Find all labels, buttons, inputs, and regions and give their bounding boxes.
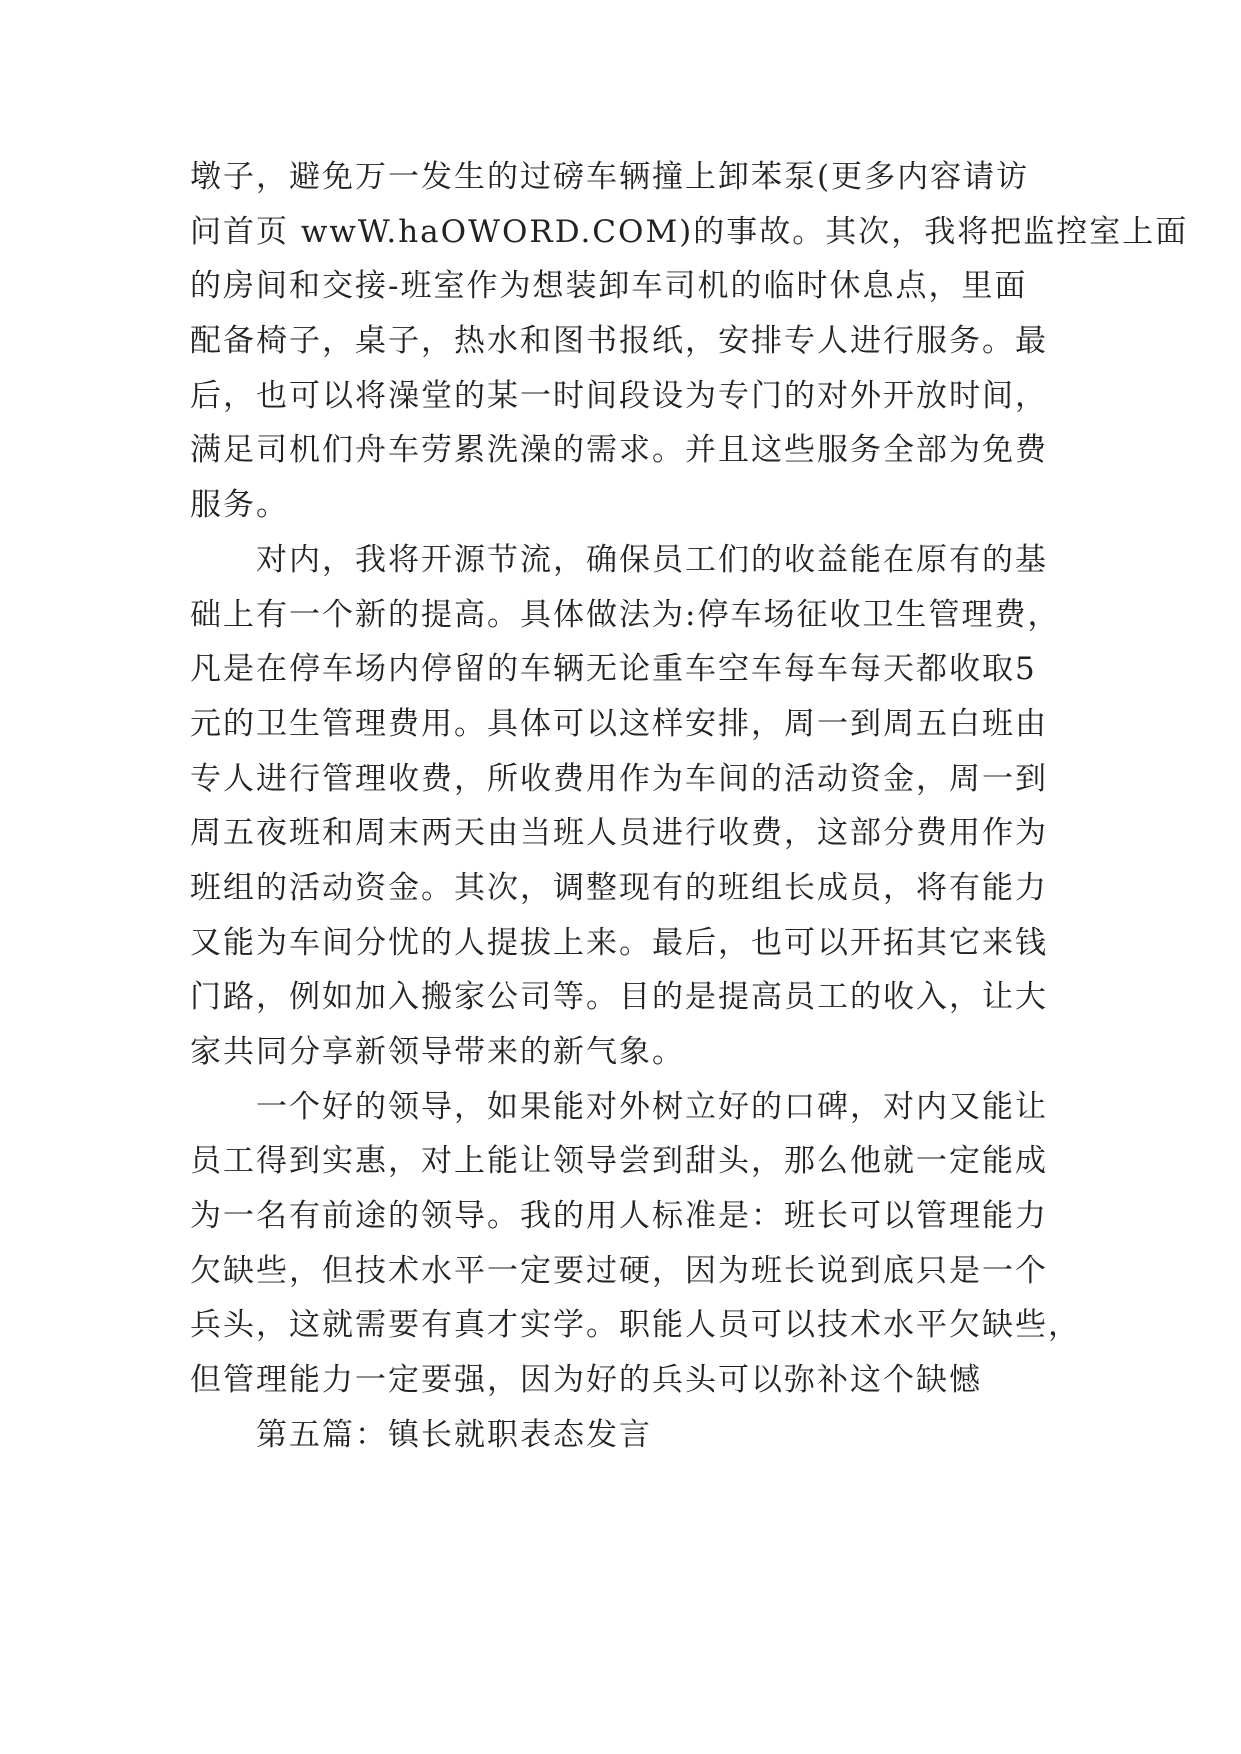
- text-line: 家共同分享新领导带来的新气象。: [190, 1034, 685, 1070]
- text-line: 员工得到实惠，对上能让领导尝到甜头，那么他就一定能成: [190, 1143, 1048, 1180]
- text-line: 欠缺些，但技术水平一定要过硬，因为班长说到底只是一个: [190, 1252, 1048, 1289]
- text-line: 对内，我将开源节流，确保员工们的收益能在原有的基: [256, 541, 1048, 578]
- paragraph-good-leader: [190, 1080, 1081, 1408]
- text-line: 墩子，避免万一发生的过磅车辆撞上卸苯泵(更多内容请访: [190, 159, 1030, 195]
- text-line: 一个好的领导，如果能对外树立好的口碑，对内又能让: [256, 1088, 1048, 1125]
- text-line: 元的卫生管理费用。具体可以这样安排，周一到周五白班由: [190, 705, 1048, 742]
- paragraph-continuation: [190, 150, 1189, 533]
- text-line: 第五篇：镇长就职表态发言: [256, 1416, 652, 1453]
- text-line: 后，也可以将澡堂的某一时间段设为专门的对外开放时间，: [190, 377, 1048, 414]
- text-line: 但管理能力一定要强，因为好的兵头可以弥补这个缺憾: [190, 1362, 982, 1399]
- text-line: 专人进行管理收费，所收费用作为车间的活动资金，周一到: [190, 760, 1048, 797]
- text-line: 班组的活动资金。其次，调整现有的班组长成员，将有能力: [190, 869, 1048, 906]
- text-line: 门路，例如加入搬家公司等。目的是提高员工的收入，让大: [190, 979, 1048, 1016]
- text-line: 又能为车间分忧的人提拔上来。最后，也可以开拓其它来钱: [190, 924, 1048, 961]
- section-heading: [190, 1408, 1060, 1463]
- paragraph-internal: [190, 533, 1060, 1080]
- text-line: 的房间和交接-班室作为想装卸车司机的临时休息点，里面: [190, 268, 1028, 305]
- text-line: 为一名有前途的领导。我的用人标准是：班长可以管理能力: [190, 1198, 1048, 1235]
- text-line: 服务。: [190, 487, 289, 524]
- document-body: [190, 150, 1189, 1463]
- text-line: 配备椅子，桌子，热水和图书报纸，安排专人进行服务。最: [190, 323, 1048, 360]
- text-line: 满足司机们舟车劳累洗澡的需求。并且这些服务全部为免费: [190, 432, 1048, 469]
- text-line: 问首页 wwW.haOWORD.COM)的事故。其次，我将把监控室上面: [190, 213, 1189, 250]
- text-line: 兵头，这就需要有真才实学。职能人员可以技术水平欠缺些，: [190, 1307, 1081, 1344]
- text-line: 周五夜班和周末两天由当班人员进行收费，这部分费用作为: [190, 815, 1048, 852]
- text-line: 础上有一个新的提高。具体做法为:停车场征收卫生管理费，: [190, 596, 1061, 633]
- text-line: 凡是在停车场内停留的车辆无论重车空车每车每天都收取5: [190, 651, 1037, 688]
